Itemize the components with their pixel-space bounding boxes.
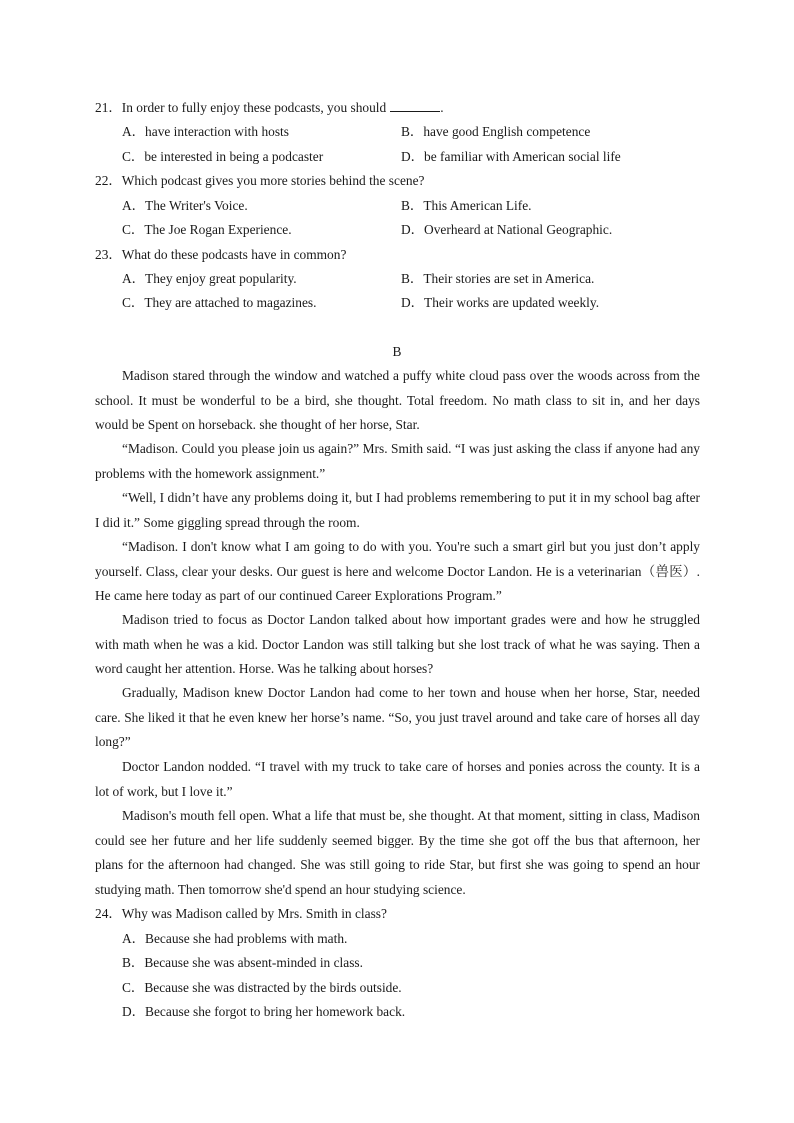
question-21-option-c: C．be interested in being a podcaster [122,149,324,164]
passage-paragraph-5 [95,608,700,682]
answer-blank [390,100,440,112]
passage-paragraph-2 [95,437,700,486]
question-22-stem: 22．Which podcast gives you more stories behind the scene? [95,173,425,188]
passage-paragraph-7 [95,755,700,804]
question-24-stem: 24．Why was Madison called by Mrs. Smith in class? [95,906,387,921]
question-24-option-a: A．Because she had problems with math. [122,931,348,946]
question-23-option-c: C．They are attached to magazines. [122,295,317,310]
passage-text: Gradually, Madison knew Doctor Landon had come to her town and house when her horse, Star, needed care. She liked it that he even knew her horse’s name. “So, you just travel around and take care of horses all day long?” [95,685,700,749]
passage-text: Madison's mouth fell open. What a life that must be, she thought. At that moment, sitting in class, Madison could see her future and her life suddenly seemed bigger. By the time she got off the bus that afternoon, her plans for the afternoon had changed. She was still going to ride Star, but first she was going to spend an hour studying math. Then tomorrow she'd spend an hour studying science. [95,808,700,897]
passage-text: Madison stared through the window and watched a puffy white cloud pass over the woods across from the school. It must be wonderful to be a bird, she thought. Total freedom. No math class to sit in, and her days would be Spent on horseback. she thought of her horse, Star. [95,368,700,432]
question-21-option-a: A．have interaction with hosts [122,124,289,139]
question-22-option-a: A．The Writer's Voice. [122,198,248,213]
question-24-option-b: B．Because she was absent-minded in class. [122,955,363,970]
question-23-option-d: D．Their works are updated weekly. [401,295,600,310]
passage-paragraph-1 [95,364,700,438]
question-24-option-c: C．Because she was distracted by the birds outside. [122,980,402,995]
question-23-option-a: A．They enjoy great popularity. [122,271,297,286]
passage-paragraph-6 [95,681,700,755]
question-23-option-b: B．Their stories are set in America. [401,271,595,286]
passage-paragraph-3 [95,486,700,535]
passage-text: Madison tried to focus as Doctor Landon talked about how important grades were and how he struggled with math when he was a kid. Doctor Landon was still talking but she lost track of what he was saying. Then a word caught her attention. Horse. Was he talking about horses? [95,612,700,676]
question-22-option-d: D．Overheard at National Geographic. [401,222,613,237]
passage-paragraph-8 [95,804,700,902]
question-21-text: 21．In order to fully enjoy these podcasts, you should [95,100,387,115]
passage-text: “Madison. Could you please join us again?” Mrs. Smith said. “I was just asking the class if anyone had any problems with the homework assignment.” [95,441,700,481]
passage-text: “Well, I didn’t have any problems doing it, but I had problems remembering to put it in my school bag after I did it.” Some giggling spread through the room. [95,490,700,530]
passage-text: Doctor Landon nodded. “I travel with my truck to take care of horses and ponies across the county. It is a lot of work, but I love it.” [95,759,700,799]
question-21-option-d: D．be familiar with American social life [401,149,621,164]
section-b-heading: B [392,344,402,359]
question-21-stem [95,100,444,116]
question-24-option-d: D．Because she forgot to bring her homework back. [122,1004,406,1019]
question-21-end: . [440,100,444,115]
passage-paragraph-4 [95,535,700,609]
passage-text: “Madison. I don't know what I am going to do with you. You're such a smart girl but you just don’t apply yourself. Class, clear your desks. Our guest is here and welcome Doctor Landon. He is a veterinarian（兽医）. He came here today as part of our continued Career Explorations Program.” [95,539,700,603]
question-21-option-b: B．have good English competence [401,124,591,139]
question-23-stem: 23．What do these podcasts have in common? [95,247,347,262]
question-22-option-c: C．The Joe Rogan Experience. [122,222,292,237]
question-22-option-b: B．This American Life. [401,198,532,213]
